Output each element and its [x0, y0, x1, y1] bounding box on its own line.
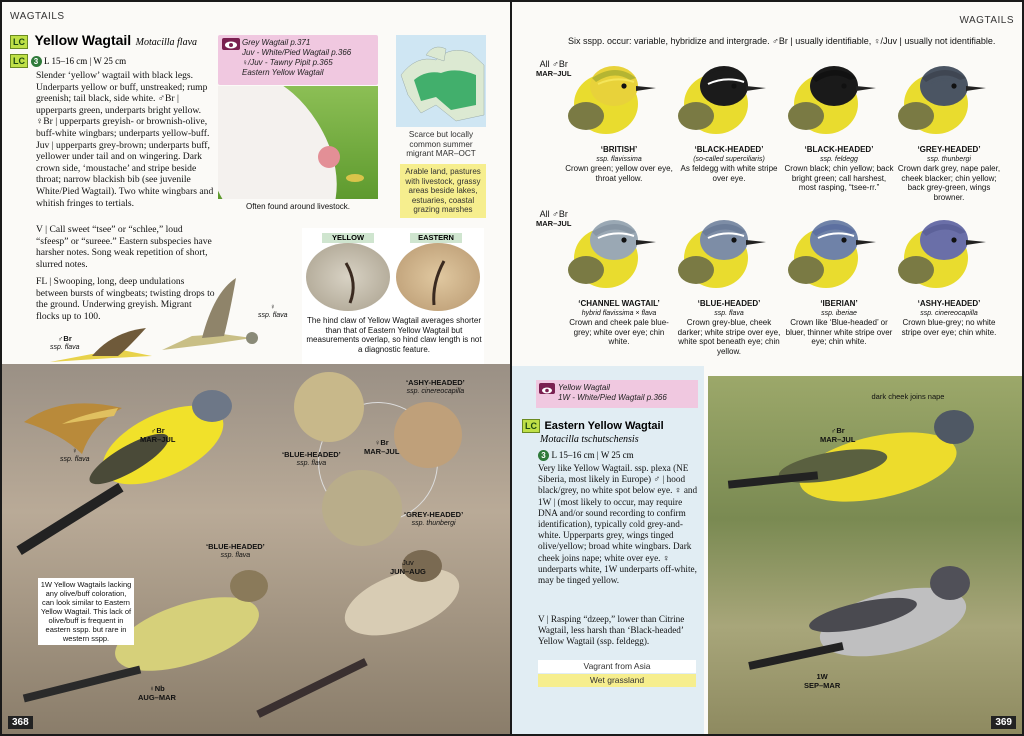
nb-label: ♀Nb AUG–MAR	[138, 684, 176, 702]
running-head: WAGTAILS	[959, 15, 1014, 26]
lower-female-label: ♀ ssp. flava	[60, 446, 90, 463]
eye-icon	[222, 38, 240, 50]
sspp-header: Six sspp. occur: variable, hybridize and intergrade. ♂Br | usually identifiable, ♀/Juv | usually not identifiable.	[568, 36, 996, 46]
female-br-label: ♀Br MAR–JUL	[364, 438, 400, 456]
ssp-card	[784, 56, 894, 193]
ssp-name: ‘BLACK-HEADED’	[694, 145, 764, 154]
eyw-badge: 3	[538, 450, 549, 461]
claw-caption: The hind claw of Yellow Wagtail averages shorter than that of Eastern Yellow Wagtail but measurements overlap, so hind claw length is not a diagnostic feature.	[306, 316, 482, 354]
lookalike-2: Juv - White/Pied Wagtail p.366	[242, 48, 352, 57]
adult-male-tail	[16, 483, 123, 555]
eyw-status: LC	[522, 419, 540, 433]
adult-male-head	[192, 390, 232, 422]
lookalike-1: Grey Wagtail p.371	[242, 38, 311, 47]
species-latin: Motacilla flava	[135, 37, 198, 48]
ssp-latin: ssp. thunbergi	[927, 155, 971, 163]
ashy-headed-label: ‘ASHY-HEADED’ ssp. cinereocapilla	[406, 378, 465, 395]
photo-caption: Often found around livestock.	[245, 202, 351, 211]
ssp-card	[894, 56, 1004, 203]
ssp-latin: ssp. iberiae	[821, 309, 857, 317]
range-map	[396, 35, 486, 127]
claw-panel	[302, 228, 484, 364]
eyw-panel	[512, 366, 704, 734]
lookalike-4: Eastern Yellow Wagtail	[242, 68, 324, 77]
eyw-1w-label: 1W SEP–MAR	[804, 672, 841, 690]
row2-tag: All ♂Br MAR–JUL	[536, 209, 572, 228]
wagtail-head-illustration	[894, 210, 990, 292]
eyw-photo	[708, 376, 1022, 734]
eye-icon	[539, 383, 555, 394]
cow-head	[218, 86, 360, 199]
ssp-card	[674, 210, 784, 357]
flight-description: FL | Swooping, long, deep undulations between bursts of wingbeats; twisting drops to the ground. Underwing greyish. Migrant flocks up to 100.	[36, 276, 215, 322]
eyw-status-line: Vagrant from Asia	[538, 660, 696, 673]
ssp-description: Crown dark grey, nape paler, cheek blacker; chin yellow; back grey-green, wings browner.	[897, 164, 1001, 202]
population-badge: 3	[31, 56, 42, 67]
left-page	[2, 2, 510, 734]
habitat-text: Arable land, pastures with livestock, grassy areas beside lakes, estuaries, coastal grazing marshes	[405, 167, 481, 215]
ssp-card	[784, 210, 894, 347]
first-winter-note: 1W Yellow Wagtails lacking any olive/buff coloration, can look similar to Eastern Yellow Wagtail. This lack of olive/buff is frequent in eastern sspp. but rare in western sspp.	[38, 578, 134, 645]
ssp-description: Crown like ‘Blue-headed’ or bluer, thinner white stripe over eye; chin white.	[785, 318, 893, 347]
ssp-name: ‘IBERIAN’	[820, 299, 858, 308]
eyw-description: Very like Yellow Wagtail. ssp. plexa (NE Siberia, most likely in Europe) ♂ | hood black/grey, no white spot below eye. ♀ and 1W | (most likely to occur, may require DNA and/or sound recording to confirm identification), typically cold grey-and-white. Upperparts grey, wings tinged olive/yellow; broad white wingbars. Dark cheek joins nape; white over eye. ♀ underparts white, 1W underparts off-white, may be tinged yellow.	[538, 463, 698, 586]
wagtail-head-illustration	[784, 56, 880, 138]
eyw-voice: V | Rasping “dzeep,” lower than Citrine Wagtail, less harsh than ‘Black-headed’ Yellow Wagtail (ssp. feldegg).	[538, 614, 685, 647]
ssp-name: ‘CHANNEL WAGTAIL’	[578, 299, 660, 308]
conservation-status: LC	[10, 35, 28, 49]
grey-headed-female-label: ‘GREY-HEADED’ ssp. thunbergi	[404, 510, 464, 527]
wagtail-head-illustration	[564, 56, 660, 138]
female-nb-head	[230, 570, 268, 602]
ssp-card	[674, 56, 784, 183]
flight-female-illustration	[152, 272, 262, 362]
wagtail-head-illustration	[674, 56, 770, 138]
page-number: 368	[8, 716, 33, 729]
wagtail-head-illustration	[784, 210, 880, 292]
species-description: Slender ‘yellow’ wagtail with black legs. Underparts yellow or buff, unstreaked; rump greenish; tail black, side white. ♂Br | upperparts green, underparts bright yellow. ♀Br | upperparts greyish- or brownish-olive, buff-white wingbars; underparts yellow-buff. Juv | upperparts grey-brown; underparts buff, yellower under tail and on wingering. Dark crown side, ‘moustache’ and stripe beside throat; narrow blackish bib (see juvenile White/Pied Wagtail). Two white wingbars and whitish fringes to tertials.	[36, 70, 214, 209]
ssp-latin: hybrid flavissima × flava	[581, 309, 657, 317]
grey-headed-female-head	[322, 470, 402, 546]
main-male-label: ♂Br MAR–JUL	[140, 426, 176, 444]
wagtail-head-illustration	[564, 210, 660, 292]
running-head: WAGTAILS	[10, 11, 65, 22]
wagtail-head-illustration	[674, 210, 770, 292]
voice-description: V | Call sweet “tsee” or “schlee,” loud “sfeesp” or “sureee.” Eastern subspecies have harsher notes. Song weak repetition of short, slurred notes.	[36, 224, 212, 270]
conservation-status-2: LC	[10, 54, 28, 68]
habitat-box	[400, 164, 486, 218]
wagtail-head-illustration	[894, 56, 990, 138]
livestock-photo	[218, 86, 378, 199]
eyw-habitat: Wet grassland	[538, 674, 696, 687]
claw-label-eastern: EASTERN	[410, 233, 462, 243]
female-nb-tail	[23, 666, 141, 703]
ssp-latin: ssp. feldegg	[820, 155, 858, 163]
eyw-header	[522, 416, 664, 445]
ssp-card	[564, 56, 674, 183]
eyw-name: Eastern Yellow Wagtail	[544, 420, 664, 432]
eyw-male-label: ♂Br MAR–JUL	[820, 426, 856, 444]
claw-photo-eastern	[396, 243, 480, 311]
eyw-size-row	[538, 450, 634, 461]
eyw-latin: Motacilla tschutschensis	[540, 434, 639, 445]
claw-photo-yellow	[306, 243, 390, 311]
species-name: Yellow Wagtail	[34, 32, 132, 48]
ssp-card	[564, 210, 674, 347]
blue-headed-nb-label: ‘BLUE-HEADED’ ssp. flava	[206, 542, 265, 559]
ssp-description: Crown grey-blue, cheek darker; white stripe over eye, white spot beneath eye; chin yellow.	[677, 318, 781, 356]
ssp-description: Crown blue-grey; no white stripe over eye; chin white.	[901, 318, 997, 337]
eyw-lookalike-box	[536, 380, 698, 408]
ssp-latin: (so-called superciliaris)	[693, 155, 765, 163]
lookalike-box	[218, 35, 378, 85]
eyw-1w-head	[930, 566, 970, 600]
flight-male-label: ♂Br ssp. flava	[50, 334, 80, 351]
eyw-1w-tail	[748, 642, 844, 670]
ssp-latin: ssp. flavissima	[596, 155, 642, 163]
ashy-headed-female-head	[394, 402, 462, 468]
row1-tag: All ♂Br MAR–JUL	[536, 59, 572, 78]
eyw-male-head	[934, 410, 974, 444]
cow-nose	[318, 146, 340, 168]
small-wagtail	[346, 174, 364, 182]
eyw-lookalike-2: 1W - White/Pied Wagtail p.366	[558, 393, 667, 402]
species-header	[10, 32, 197, 68]
ssp-description: Crown black; chin yellow; back bright green; call harshest, most rasping, “tsee-rr.”	[784, 164, 894, 193]
ssp-name: ‘GREY-HEADED’	[917, 145, 981, 154]
europe-map-icon	[396, 35, 486, 127]
lookalike-3: ♀/Juv - Tawny Pipit p.365	[242, 58, 333, 67]
eyw-size: L 15–16 cm | W 25 cm	[551, 450, 634, 460]
ssp-card	[894, 210, 1004, 337]
claw-label-yellow: YELLOW	[322, 233, 374, 243]
dark-cheek-label: dark cheek joins nape	[871, 392, 945, 401]
page-number: 369	[991, 716, 1016, 729]
ssp-description: As feldegg with white stripe over eye.	[680, 164, 778, 183]
flight-female-label: ♀ ssp. flava	[258, 302, 288, 319]
map-status: Scarce but locally common summer migrant MAR–OCT	[406, 130, 476, 159]
species-size: L 15–16 cm | W 25 cm	[44, 56, 127, 66]
ssp-name: ‘ASHY-HEADED’	[917, 299, 981, 308]
ssp-name: ‘BRITISH’	[600, 145, 638, 154]
ssp-description: Crown and cheek pale blue-grey; white over eye; chin white.	[569, 318, 669, 347]
blue-headed-female-head	[294, 372, 364, 442]
ssp-description: Crown green; yellow over eye, throat yellow.	[565, 164, 673, 183]
ssp-latin: ssp. flava	[714, 309, 744, 317]
right-page	[512, 2, 1022, 734]
eyw-lookalike-1: Yellow Wagtail	[558, 383, 610, 392]
ssp-name: ‘BLUE-HEADED’	[697, 299, 761, 308]
ssp-name: ‘BLACK-HEADED’	[804, 145, 874, 154]
blue-headed-female-label: ‘BLUE-HEADED’ ssp. flava	[282, 450, 341, 467]
ssp-latin: ssp. cinereocapilla	[920, 309, 978, 317]
juv-label: Juv JUN–AUG	[390, 558, 426, 576]
juv-tail	[256, 658, 367, 718]
